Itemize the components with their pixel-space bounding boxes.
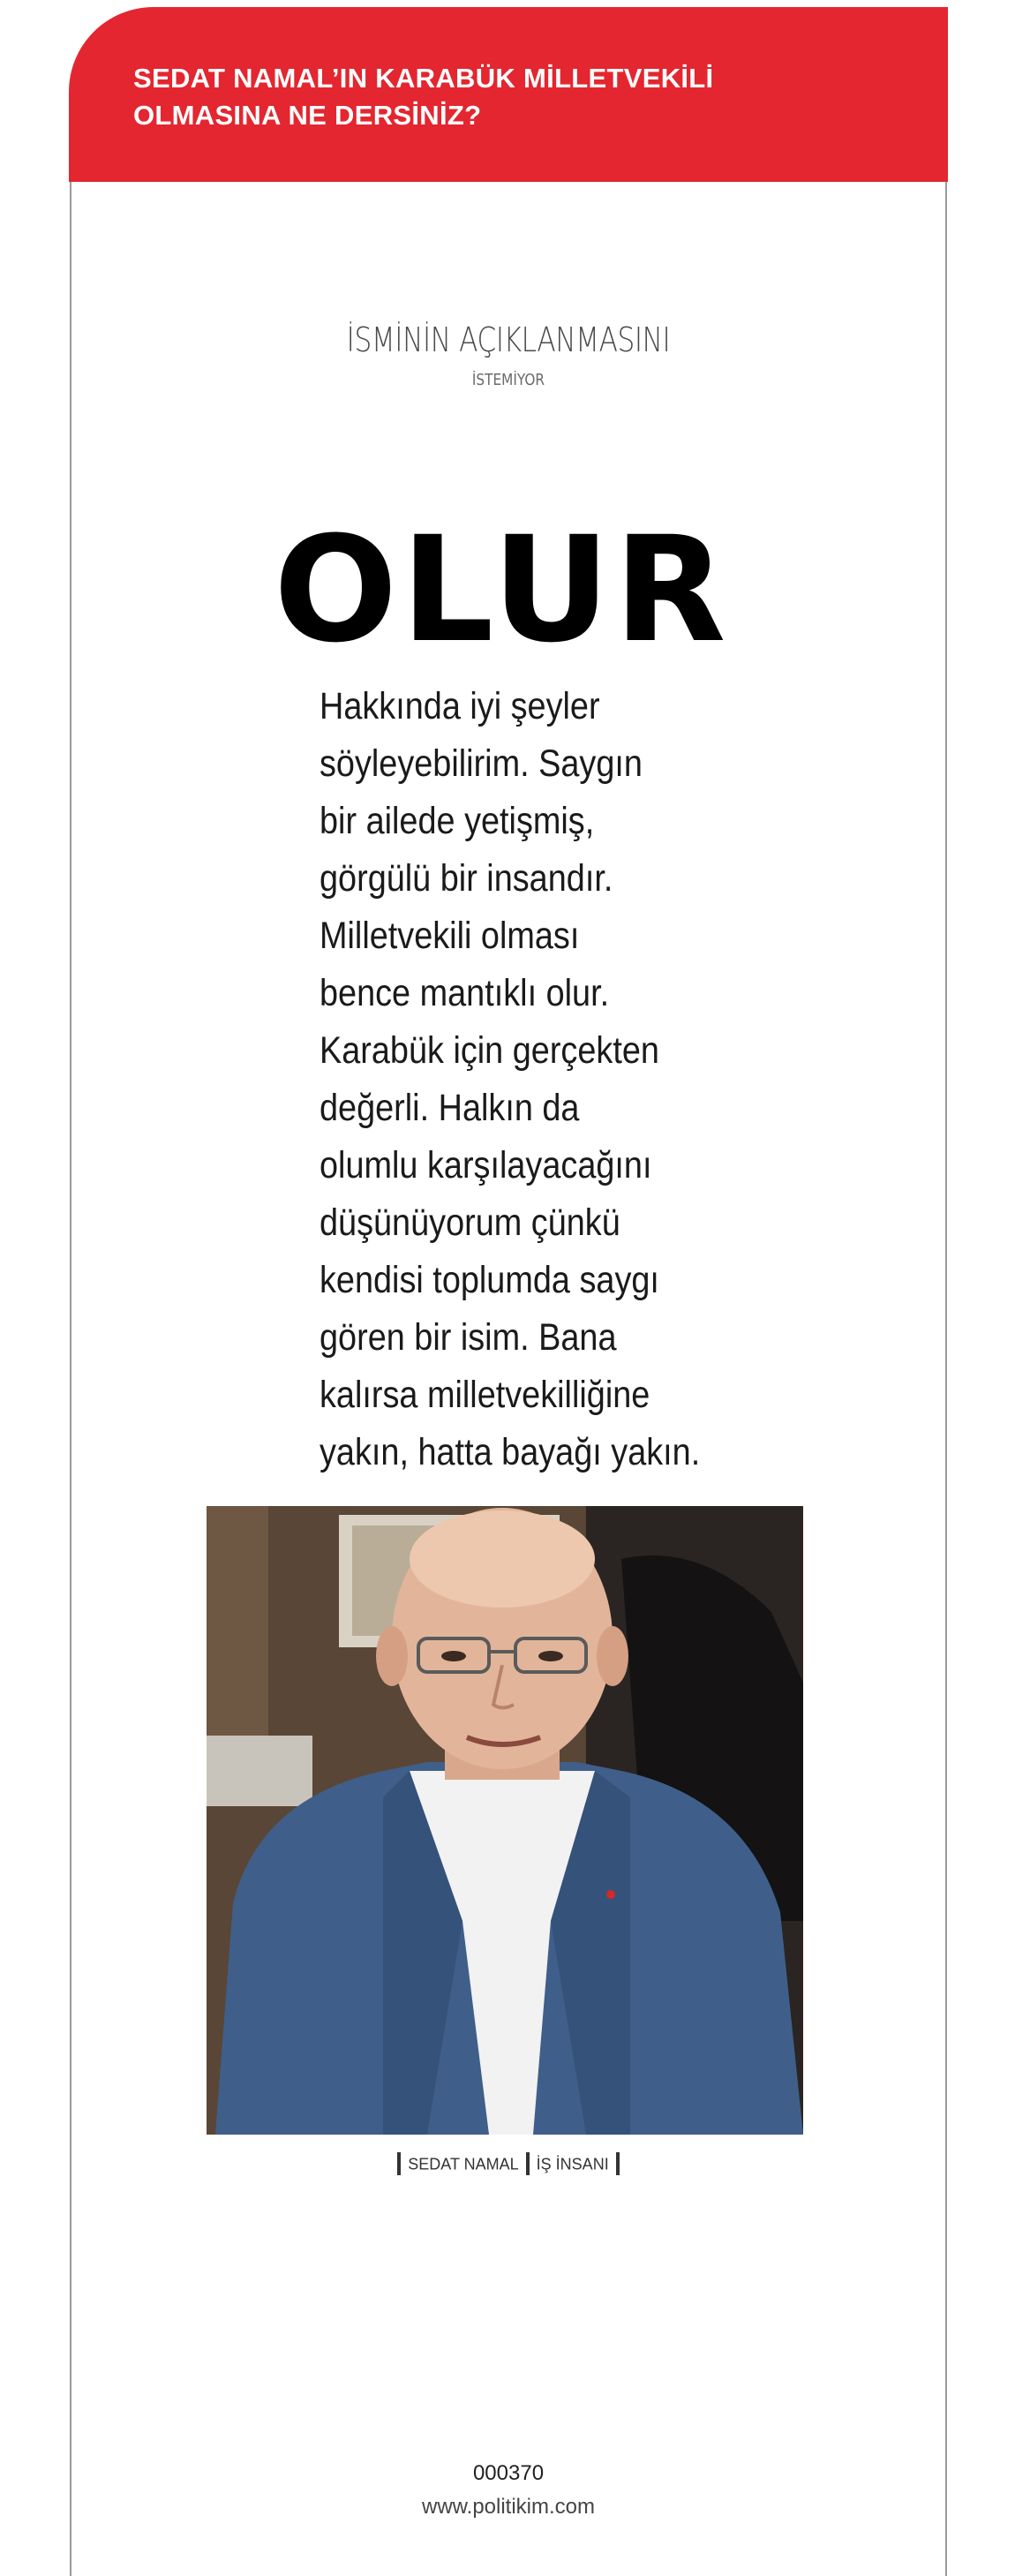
survey-card [69,7,948,2576]
frame-left-line [70,182,71,2576]
question-title: SEDAT NAMAL’IN KARABÜK MİLLETVEKİLİ OLMASINA NE DERSİNİZ? [133,63,714,131]
caption-person-name: SEDAT NAMAL [408,2155,519,2173]
answer-quote: Hakkında iyi şeyler söyleyebilirim. Saygın bir ailede yetişmiş, görgülü bir insandır. Milletvekili olması bence mantıklı olur. Karabük için gerçekten değerli. Halkın da olumlu karşılayacağını düşünüyorum çünkü kendisi toplumda saygı gören bir isim. Bana kalırsa milletvekilliğine yakın, hatta bayağı yakın. [320,685,701,1473]
subject-photo [207,1506,803,2135]
entry-code: 000370 [472,2461,545,2485]
portrait-illustration [207,1506,803,2135]
caption-separator [526,2152,530,2175]
frame-right-line [945,182,947,2576]
caption-person-role: İŞ İNSANI [536,2155,609,2173]
caption-separator [616,2152,620,2175]
photo-caption [69,2150,948,2176]
website-link[interactable]: www.politikim.com [421,2495,596,2519]
caption-separator [397,2152,401,2175]
answer-verdict: OLUR [274,505,730,674]
respondent-name-status-sub: İSTEMİYOR [471,371,545,389]
respondent-name-status: İSMİNİN AÇIKLANMASINI [346,320,671,359]
question-header [69,7,948,182]
